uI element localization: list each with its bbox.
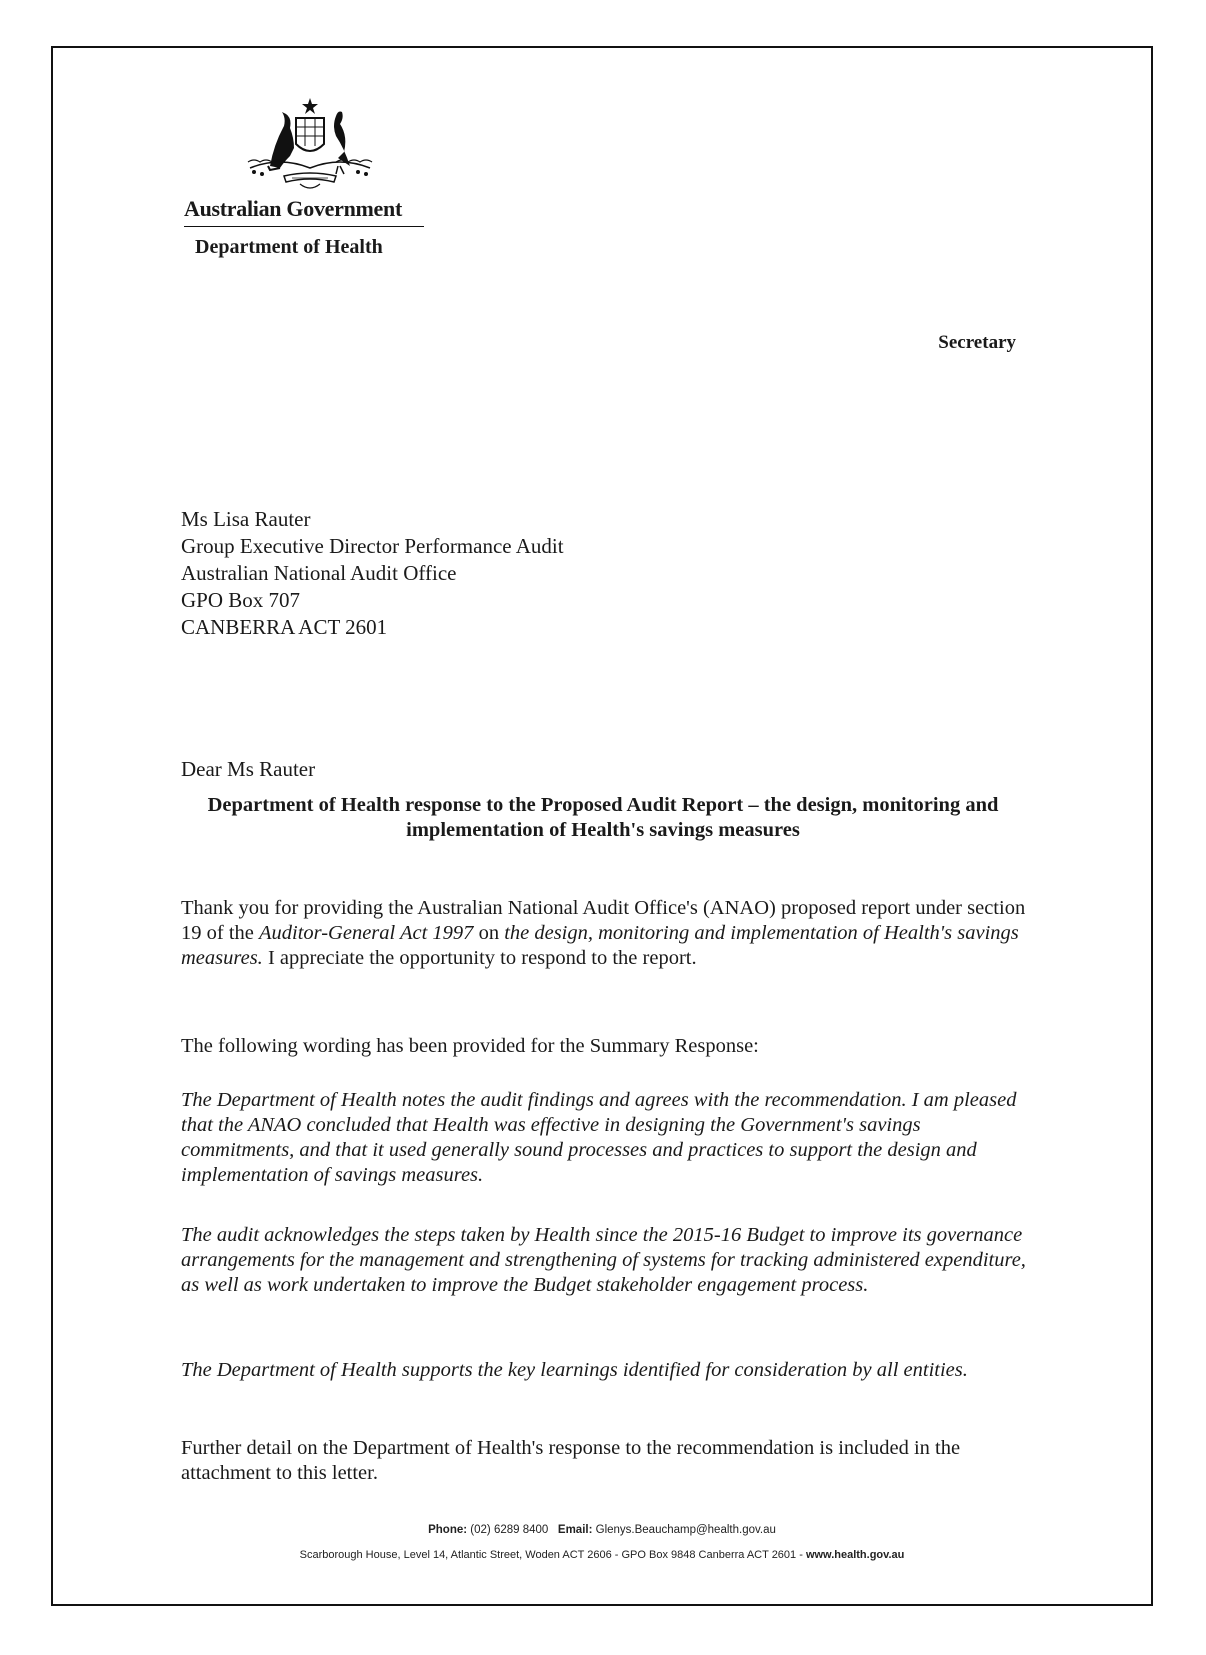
summary-response-paragraph: The Department of Health notes the audit findings and agrees with the recommendation. I am pleased that the ANAO concluded that Health was effective in designing the Government's savings commitments, and that it used generally sound processes and practices to support the design and implementation of savings measures. bbox=[181, 1089, 1017, 1186]
body-paragraph: Further detail on the Department of Health's response to the recommendation is included in the attachment to this letter. bbox=[181, 1437, 961, 1484]
office-title: Secretary bbox=[938, 332, 1016, 353]
summary-response-paragraph: The audit acknowledges the steps taken by Health since the 2015-16 Budget to improve its governance arrangements for the management and strengthening of systems for tracking administered expenditure, as well as work undertaken to improve the Budget stakeholder engagement process. bbox=[181, 1224, 1026, 1296]
address-line: CANBERRA ACT 2601 bbox=[181, 615, 388, 639]
government-name: Australian Government bbox=[184, 196, 402, 221]
body-paragraph: Thank you for providing the Australian National Audit Office's (ANAO) proposed report under section 19 of the Auditor-General Act 1997 on the design, monitoring and implementation of Health's savings measures. I appreciate the opportunity to respond to the report. bbox=[181, 897, 1026, 969]
letterhead-divider bbox=[184, 226, 424, 227]
coat-of-arms-icon bbox=[240, 96, 380, 196]
summary-response-paragraph: The Department of Health supports the key learnings identified for consideration by all entities. bbox=[181, 1359, 968, 1381]
recipient-address bbox=[181, 506, 564, 641]
footer-address: Scarborough House, Level 14, Atlantic Street, Woden ACT 2606 - GPO Box 9848 Canberra ACT 2601 - www.health.gov.au bbox=[299, 1549, 905, 1561]
body-paragraph: The following wording has been provided for the Summary Response: bbox=[181, 1035, 759, 1057]
address-line: Australian National Audit Office bbox=[181, 561, 457, 585]
act-title: Auditor-General Act 1997 bbox=[259, 922, 474, 944]
footer-email: Glenys.Beauchamp@health.gov.au bbox=[595, 1524, 776, 1536]
report-title: the design, monitoring and implementation of Health's savings measures. bbox=[181, 922, 1019, 969]
address-line: Ms Lisa Rauter bbox=[181, 507, 311, 531]
address-line: GPO Box 707 bbox=[181, 588, 301, 612]
footer-phone: (02) 6289 8400 bbox=[470, 1524, 549, 1536]
subject-heading: Department of Health response to the Proposed Audit Report – the design, monitoring and implementation of Health's savings measures bbox=[207, 794, 999, 841]
department-name: Department of Health bbox=[195, 236, 383, 258]
address-line: Group Executive Director Performance Audit bbox=[181, 534, 564, 558]
salutation: Dear Ms Rauter bbox=[181, 757, 316, 781]
footer-contact: Phone: (02) 6289 8400 Email: Glenys.Beauchamp@health.gov.au bbox=[428, 1524, 776, 1536]
footer-website: www.health.gov.au bbox=[805, 1549, 905, 1561]
